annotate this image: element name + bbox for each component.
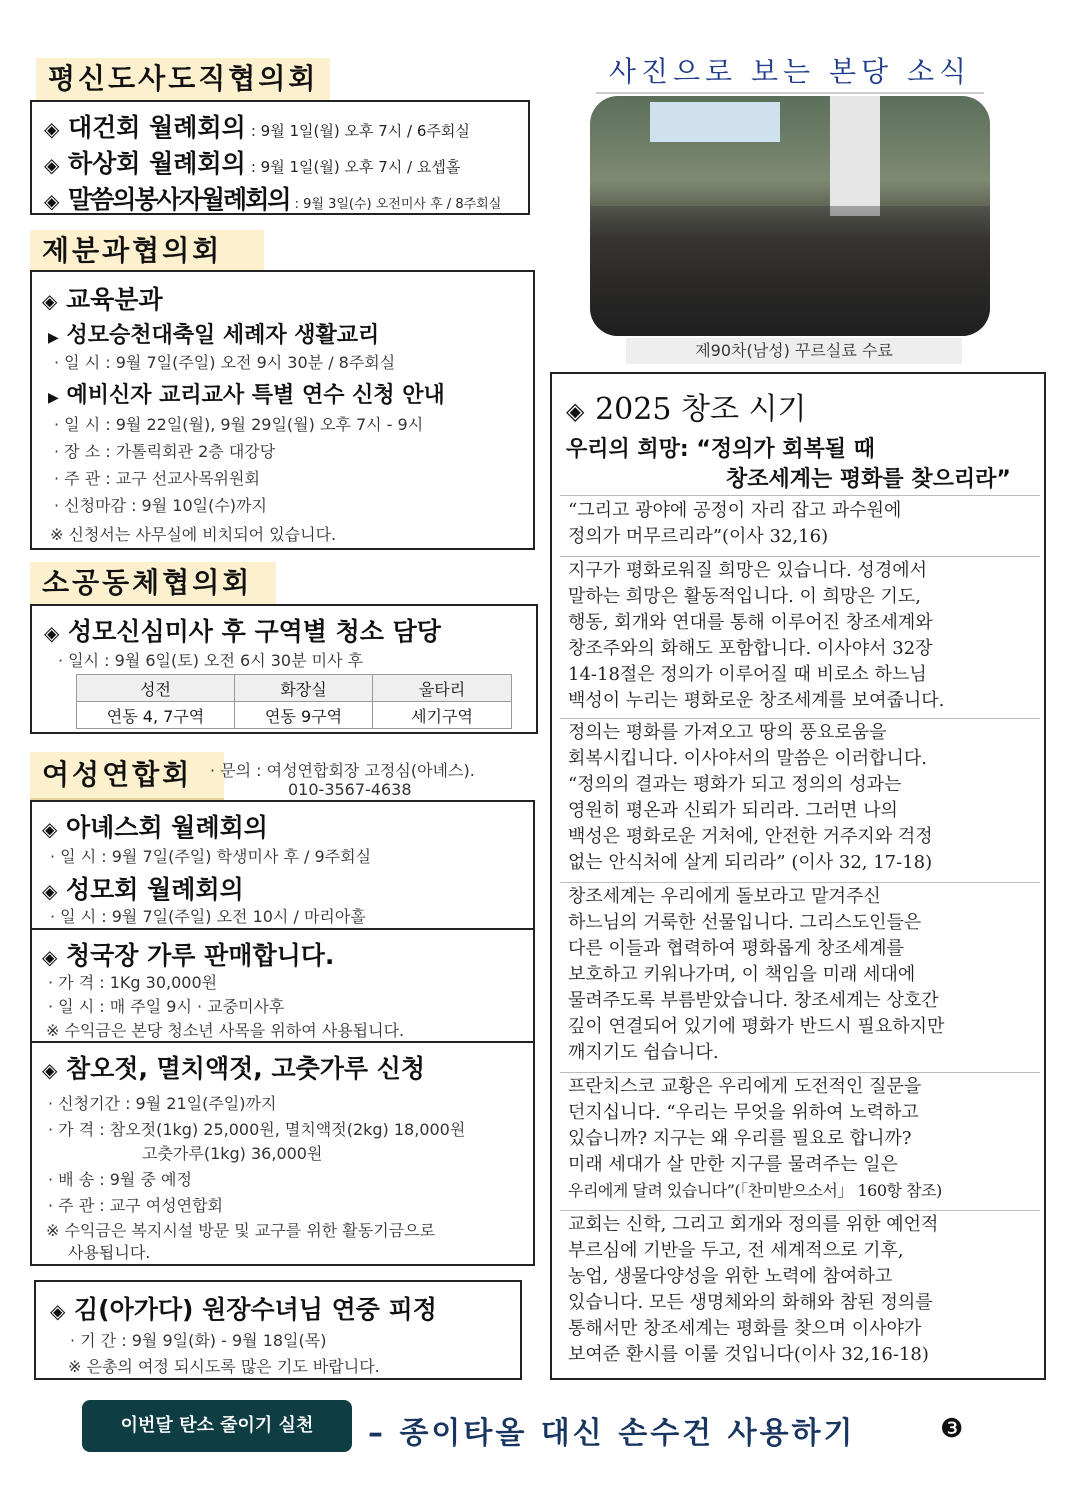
item-title: 말씀의봉사자월례회의 — [68, 185, 290, 214]
diamond-icon: ◈ — [42, 1058, 58, 1082]
pyeongsin-item — [44, 180, 501, 216]
paragraph-line: 정의는 평화를 가져오고 땅의 풍요로움을 — [568, 722, 887, 743]
leave-line: · 기 간 : 9월 9일(화) - 9월 18일(목) — [70, 1331, 327, 1350]
section-header-sogong: 소공동체협의회 — [30, 562, 276, 606]
yeoseong-meetings-box — [30, 800, 535, 930]
pyeongsin-box — [30, 100, 530, 215]
paragraph-line: 부르심에 기반을 두고, 전 세계적으로 기후, — [568, 1240, 904, 1261]
banner-shape — [650, 102, 780, 142]
paragraph-line: 말하는 희망은 활동적입니다. 이 희망은 기도, — [568, 586, 922, 607]
diamond-icon: ◈ — [44, 117, 60, 141]
divider — [560, 495, 1040, 496]
leave-box — [34, 1280, 522, 1380]
diamond-icon: ◈ — [42, 945, 58, 969]
jeot-line: · 배 송 : 9월 중 예정 — [48, 1170, 192, 1189]
paragraph-line: 깨지기도 쉽습니다. — [568, 1042, 719, 1063]
jebun-sub1-text: 성모승천대축일 세례자 생활교리 — [66, 323, 380, 348]
jeot-line: ※ 수익금은 복지시설 방문 및 교구를 위한 활동기금으로 — [46, 1221, 436, 1240]
table-header-cell: 울타리 — [373, 675, 512, 702]
jebun-sub2 — [48, 378, 445, 409]
leave-title-text: 김(아가다) 원장수녀님 연중 피정 — [74, 1295, 437, 1324]
jeot-box — [30, 1041, 535, 1266]
leave-line: ※ 은총의 여정 되시도록 많은 기도 바랍니다. — [68, 1357, 380, 1376]
jebun-note: ※ 신청서는 사무실에 비치되어 있습니다. — [50, 525, 337, 544]
section-header-yeoseong: 여성연합회 — [30, 752, 224, 800]
diamond-icon: ◈ — [44, 189, 60, 213]
paragraph-line: 교회는 신학, 그리고 회개와 정의를 위한 예언적 — [568, 1214, 939, 1235]
paragraph-line: 없는 안식처에 살게 되리라” (이사 32, 17-18) — [568, 852, 933, 873]
diamond-icon: ◈ — [44, 153, 60, 177]
jeot-title — [42, 1049, 425, 1085]
paragraph-line: 창조주와의 화해도 포함합니다. 이사야서 32장 — [568, 638, 933, 659]
diamond-icon: ◈ — [42, 289, 58, 313]
agnes-title-text: 아녜스회 월례회의 — [66, 813, 268, 842]
jeot-line: · 주 관 : 교구 여성연합회 — [48, 1196, 224, 1215]
paragraph-line: 14-18절은 정의가 이루어질 때 비로소 하느님 — [568, 664, 927, 685]
table-header-cell: 성전 — [77, 675, 235, 702]
jebun-sub2-line: · 일 시 : 9월 22일(월), 9월 29일(월) 오후 7시 - 9시 — [54, 415, 424, 434]
yeoseong-phone: 010-3567-4638 — [288, 780, 412, 799]
carbon-slogan: – 종이타올 대신 손수건 사용하기 — [368, 1416, 856, 1451]
jeot-title-text: 참오젓, 멸치액젓, 고춧가루 신청 — [66, 1054, 426, 1083]
paragraph-line: 정의가 머무르리라”(이사 32,16) — [568, 526, 829, 547]
barley-line: · 일 시 : 매 주일 9시 · 교중미사후 — [48, 997, 285, 1016]
paragraph-line: 있습니다. 모든 생명체와의 화해와 참된 정의를 — [568, 1292, 933, 1313]
paragraph-line: 농업, 생물다양성을 위한 노력에 참여하고 — [568, 1266, 893, 1287]
creation-title-text: 2025 창조 시기 — [595, 392, 807, 427]
creation-subtitle: 창조세계는 평화를 찾으리라” — [726, 467, 1011, 492]
creation-paragraph — [568, 884, 1028, 1066]
agnes-title — [42, 808, 268, 844]
jeot-line: 고춧가루(1kg) 36,000원 — [142, 1144, 323, 1163]
jebun-sub2-line: · 신청마감 : 9월 10일(수)까지 — [54, 496, 267, 515]
diamond-icon: ◈ — [50, 1299, 66, 1323]
table-cell: 세기구역 — [373, 702, 512, 729]
paragraph-line: 회복시킵니다. 이사야서의 말씀은 이러합니다. — [568, 748, 927, 769]
triangle-icon: ▶ — [48, 330, 59, 346]
seongmo-line: · 일 시 : 9월 7일(주일) 오전 10시 / 마리아홀 — [50, 907, 366, 926]
jebun-sub2-text: 예비신자 교리교사 특별 연수 신청 안내 — [66, 383, 445, 408]
jebun-box — [30, 270, 535, 550]
jebun-sub1 — [48, 318, 379, 349]
item-title: 대건회 월례회의 — [68, 113, 246, 142]
table-cell: 연동 4, 7구역 — [77, 702, 235, 729]
group-photo — [590, 96, 990, 336]
photo-caption: 제90차(남성) 꾸르실료 수료 — [626, 338, 962, 364]
jebun-sub2-line: · 장 소 : 가톨릭회관 2층 대강당 — [54, 442, 276, 461]
paragraph-line: 행동, 회개와 연대를 통해 이루어진 창조세계와 — [568, 612, 933, 633]
crowd-shape — [590, 206, 990, 336]
item-detail: : 9월 1일(월) 오후 7시 / 6주회실 — [250, 122, 470, 140]
paragraph-line: 백성이 누리는 평화로운 창조세계를 보여줍니다. — [568, 690, 945, 711]
paragraph-line: 우리에게 달려 있습니다”(「찬미받으소서」 160항 참조) — [568, 1181, 942, 1200]
jebun-sub2-line: · 주 관 : 교구 선교사목위원회 — [54, 469, 260, 488]
seongmo-title-text: 성모회 월례회의 — [66, 875, 244, 904]
photo-section-header: 사진으로 보는 본당 소식 — [596, 52, 984, 94]
paragraph-line: 통해서만 창조세계는 평화를 찾으며 이사야가 — [568, 1318, 922, 1339]
paragraph-line: “정의의 결과는 평화가 되고 정의의 성과는 — [568, 774, 902, 795]
paragraph-line: 다른 이들과 협력하여 평화롭게 창조세계를 — [568, 938, 904, 959]
curtain-shape — [830, 96, 880, 216]
diamond-icon: ◈ — [42, 817, 58, 841]
paragraph-line: 보호하고 키워나가며, 이 책임을 미래 세대에 — [568, 964, 916, 985]
carbon-badge: 이번달 탄소 줄이기 실천 — [82, 1400, 352, 1452]
agnes-line: · 일 시 : 9월 7일(주일) 학생미사 후 / 9주회실 — [50, 847, 372, 866]
pyeongsin-item — [44, 144, 460, 180]
jebun-title-text: 교육분과 — [66, 285, 163, 314]
divider — [560, 718, 1040, 719]
barley-line: · 가 격 : 1Kg 30,000원 — [48, 973, 218, 992]
pyeongsin-item — [44, 108, 470, 144]
divider — [560, 1072, 1040, 1073]
divider — [560, 1210, 1040, 1211]
creation-paragraph — [568, 1212, 1028, 1368]
paragraph-line: 창조세계는 우리에게 돌보라고 맡겨주신 — [568, 886, 881, 907]
cleaning-table — [76, 674, 512, 729]
barley-title-text: 청국장 가루 판매합니다. — [66, 941, 335, 970]
jebun-sub1-line: · 일 시 : 9월 7일(주일) 오전 9시 30분 / 8주회실 — [54, 353, 396, 372]
diamond-icon: ◈ — [42, 879, 58, 903]
paragraph-line: 깊이 연결되어 있기에 평화가 반드시 필요하지만 — [568, 1016, 945, 1037]
jeot-line: · 가 격 : 참오젓(1kg) 25,000원, 멸치액젓(2kg) 18,000원 — [48, 1120, 466, 1139]
seongmo-title — [42, 870, 244, 906]
item-detail: : 9월 1일(월) 오후 7시 / 요셉홀 — [250, 158, 461, 176]
table-cell: 연동 9구역 — [235, 702, 373, 729]
creation-subtitle: 우리의 희망: “정의가 회복될 때 — [566, 437, 875, 462]
leave-title — [50, 1290, 437, 1326]
barley-line: ※ 수익금은 본당 청소년 사목을 위하여 사용됩니다. — [46, 1021, 405, 1040]
barley-title — [42, 936, 334, 972]
divider — [560, 556, 1040, 557]
jeot-line: 사용됩니다. — [68, 1243, 151, 1262]
paragraph-line: 미래 세대가 살 만한 지구를 물려주는 일은 — [568, 1154, 898, 1175]
section-header-pyeongsin: 평신도사도직협의회 — [36, 58, 330, 102]
creation-paragraph — [568, 1074, 1028, 1204]
item-detail: : 9월 3일(수) 오전미사 후 / 8주회실 — [294, 197, 502, 212]
section-header-jebun: 제분과협의회 — [30, 230, 264, 274]
jebun-title — [42, 280, 163, 316]
paragraph-line: 백성은 평화로운 거처에, 안전한 거주지와 걱정 — [568, 826, 933, 847]
table-header-cell: 화장실 — [235, 675, 373, 702]
creation-paragraph — [568, 498, 1028, 550]
barley-box — [30, 928, 535, 1043]
paragraph-line: 지구가 평화로워질 희망은 있습니다. 성경에서 — [568, 560, 927, 581]
paragraph-line: 던지십니다. “우리는 무엇을 위하여 노력하고 — [568, 1102, 919, 1123]
paragraph-line: 물려주도록 부름받았습니다. 창조세계는 상호간 — [568, 990, 939, 1011]
sogong-title — [44, 612, 441, 648]
creation-paragraph — [568, 720, 1028, 876]
creation-paragraph — [568, 558, 1028, 714]
paragraph-line: 프란치스코 교황은 우리에게 도전적인 질문을 — [568, 1076, 922, 1097]
paragraph-line: 있습니까? 지구는 왜 우리를 필요로 합니까? — [568, 1128, 912, 1149]
creation-title — [566, 384, 806, 428]
item-title: 하상회 월례회의 — [68, 149, 246, 178]
paragraph-line: 하느님의 거룩한 선물입니다. 그리스도인들은 — [568, 912, 922, 933]
diamond-icon: ◈ — [566, 397, 585, 425]
triangle-icon: ▶ — [48, 390, 59, 406]
page-number: ❸ — [940, 1414, 964, 1444]
sogong-box — [30, 604, 538, 734]
jeot-line: · 신청기간 : 9월 21일(주일)까지 — [48, 1094, 277, 1113]
diamond-icon: ◈ — [44, 621, 60, 645]
paragraph-line: 영원히 평온과 신뢰가 되리라. 그러면 나의 — [568, 800, 898, 821]
paragraph-line: “그리고 광야에 공정이 자리 잡고 과수원에 — [568, 500, 902, 521]
sogong-line: · 일시 : 9월 6일(토) 오전 6시 30분 미사 후 — [58, 651, 364, 670]
sogong-title-text: 성모신심미사 후 구역별 청소 담당 — [68, 617, 441, 646]
paragraph-line: 보여준 환시를 이룰 것입니다(이사 32,16-18) — [568, 1344, 929, 1365]
yeoseong-contact: · 문의 : 여성연합회장 고정심(아녜스). — [210, 761, 475, 780]
divider — [560, 882, 1040, 883]
